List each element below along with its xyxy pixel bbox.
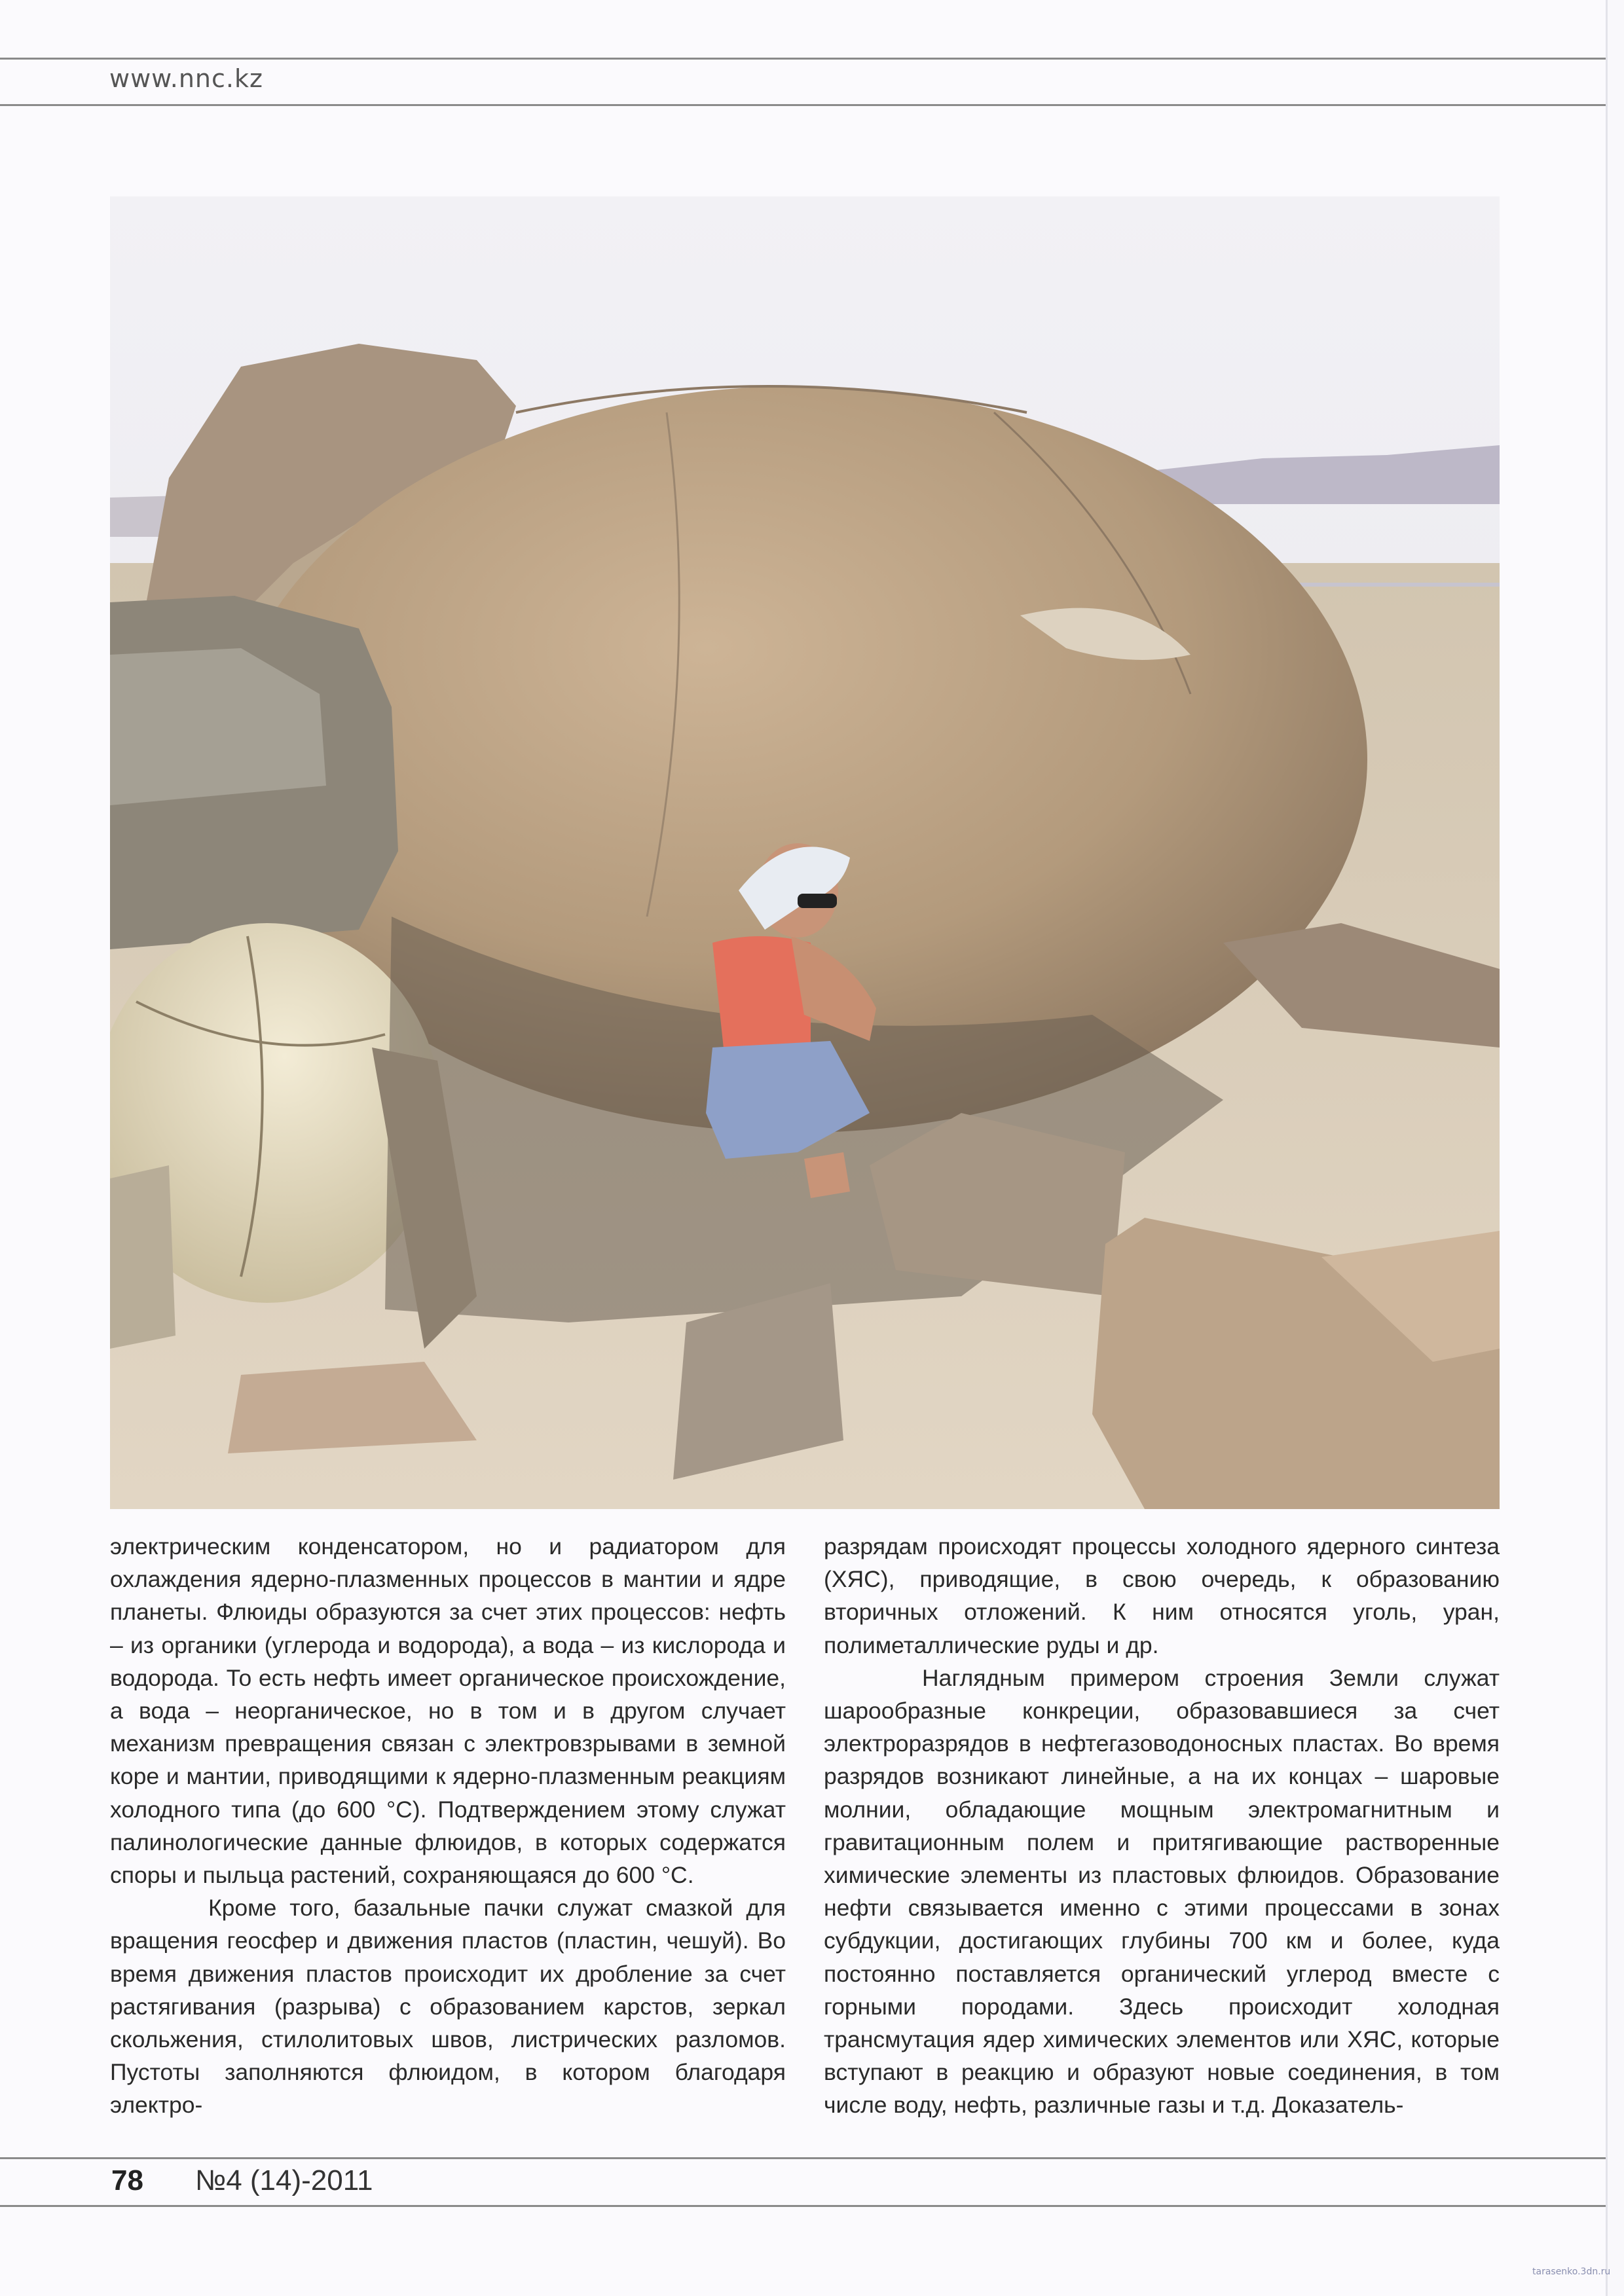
header-rule-top (0, 58, 1606, 60)
text-column-right (824, 1530, 1500, 2122)
footer-rule-top (0, 2157, 1606, 2159)
issue-label: №4 (14)-2011 (195, 2164, 373, 2196)
header-url[interactable]: www.nnc.kz (109, 64, 263, 93)
article-photo (110, 196, 1500, 1509)
footer-rule-bottom (0, 2205, 1606, 2207)
page-number: 78 (111, 2164, 143, 2196)
text-column-left (110, 1530, 786, 2122)
watermark: tarasenko.3dn.ru (1532, 2267, 1611, 2277)
photo-illustration (110, 196, 1500, 1509)
header-rule-bottom (0, 104, 1606, 106)
paragraph: разрядам происходят процессы холодного ядерного синтеза (ХЯС), приводящие, в свою очередь, к образованию вторичных отложений. К ним относятся уголь, уран, полиметаллические руды и др. (824, 1533, 1500, 1658)
paragraph: Наглядным примером строения Земли служат шарообразные конкреции, образовавшиеся за счет электроразрядов в нефтегазоводоносных пластах. Во время разрядов возникают линейные, а на их концах – шаровые молнии, обладающие мощным электромагнитным и гравитационным полем и притягивающие растворенные химические элементы из пластовых флюидов. Образование нефти связывается именно с этими процессами в зонах субдукции, достигающих глубины 700 км и более, куда постоянно поставляется органический углерод вместе с горными породами. Здесь происходит холодная трансмутация ядер химических элементов или ХЯС, которые вступают в реакцию и образуют новые соединения, в том числе воду, нефть, различные газы и т.д. Доказатель- (824, 1664, 1500, 2119)
paragraph: Кроме того, базальные пачки служат смазкой для вращения геосфер и движения пластов (пластин, чешуй). Во время движения пластов происходит их дробление за счет растягивания (разрыва) с образованием карстов, зеркал скольжения, стилолитовых швов, листрических разломов. Пустоты заполняются флюидом, в котором благодаря электро- (110, 1895, 786, 2119)
paragraph: электрическим конденсатором, но и радиатором для охлаждения ядерно-плазменных процессов в мантии и ядре планеты. Флюиды образуются за счет этих процессов: нефть – из органики (углерода и водорода), а вода – из кислорода и водорода. То есть нефть имеет органическое происхождение, а вода – неорганическое, но в том и в другом случает механизм превращения связан с электровзрывами в земной коре и мантии, приводящими к ядерно-плазменным реакциям холодного типа (до 600 °С). Подтверждением этому служат палинологические данные флюидов, в которых содержатся споры и пыльца растений, сохраняющаяся до 600 °С. (110, 1533, 786, 1889)
